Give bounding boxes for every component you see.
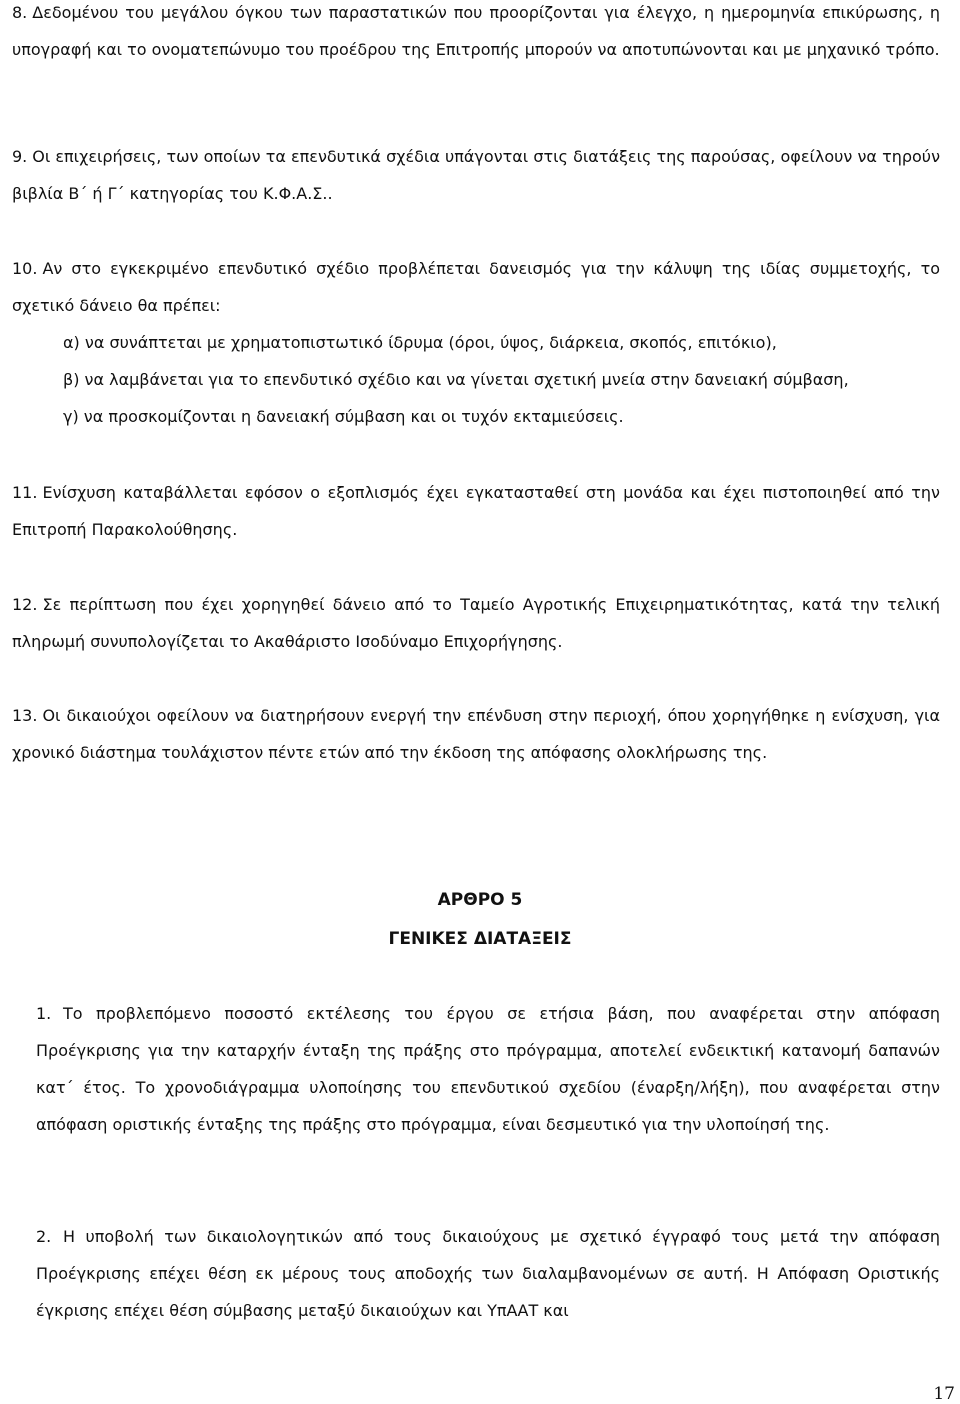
article-subtitle	[0, 929, 960, 949]
subpoint-b: β) να λαμβάνεται για το επενδυτικό σχέδιο και να γίνεται σχετική μνεία στην δανειακή σύμβαση,	[63, 370, 849, 389]
paragraph-13	[12, 697, 940, 771]
paragraph-text: Οι επιχειρήσεις, των οποίων τα επενδυτικά σχέδια υπάγονται στις διατάξεις της παρούσας, οφείλουν να τηρούν βιβλία Β΄ ή Γ΄ κατηγορίας του Κ.Φ.Α.Σ..	[12, 147, 940, 203]
paragraph-number: 10.	[12, 259, 38, 278]
paragraph-number: 13.	[12, 706, 38, 725]
paragraph-number: 12.	[12, 595, 38, 614]
paragraph-9	[12, 138, 940, 212]
paragraph-number: 11.	[12, 483, 38, 502]
paragraph-8	[12, 0, 940, 68]
paragraph-text: Η υποβολή των δικαιολογητικών από τους δικαιούχους με σχετικό έγγραφό τους μετά την απόφαση Προέγκρισης επέχει θέση εκ μέρους τους αποδοχής των διαλαμβανομένων σε αυτή. Η Απόφαση Οριστικής έγκρισης επέχει θέση σύμβασης μεταξύ δικαιούχων και ΥπΑΑΤ και	[36, 1227, 940, 1320]
article-title: ΑΡΘΡΟ 5	[437, 890, 523, 910]
paragraph-text: Δεδομένου του μεγάλου όγκου των παραστατικών που προορίζονται για έλεγχο, η ημερομηνία επικύρωσης, η υπογραφή και το ονοματεπώνυμο του προέδρου της Επιτροπής μπορούν να αποτυπώνονται και με μηχανικό τρόπο.	[12, 3, 940, 59]
subpoint-c: γ) να προσκομίζονται η δανειακή σύμβαση και οι τυχόν εκταμιεύσεις.	[63, 407, 624, 426]
paragraph-text: Οι δικαιούχοι οφείλουν να διατηρήσουν ενεργή την επένδυση στην περιοχή, όπου χορηγήθηκε η ενίσχυση, για χρονικό διάστημα τουλάχιστον πέντε ετών από την έκδοση της απόφασης ολοκλήρωσης της.	[12, 706, 940, 762]
article-subtitle-text: ΓΕΝΙΚΕΣ ΔΙΑΤΑΞΕΙΣ	[388, 929, 572, 949]
paragraph-text: Το προβλεπόμενο ποσοστό εκτέλεσης του έργου σε ετήσια βάση, που αναφέρεται στην απόφαση Προέγκρισης για την καταρχήν ένταξη της πράξης στο πρόγραμμα, αποτελεί ενδεικτική κατανομή δαπανών κατ΄ έτος. Το χρονοδιάγραμμα υλοποίησης του επενδυτικού σχεδίου (έναρξη/λήξη), που αναφέρεται στην απόφαση οριστικής ένταξης της πράξης στο πρόγραμμα, είναι δεσμευτικό για την υλοποίησή της.	[36, 1004, 940, 1134]
paragraph-text: Σε περίπτωση που έχει χορηγηθεί δάνειο από το Ταμείο Αγροτικής Επιχειρηματικότητας, κατά την τελική πληρωμή συνυπολογίζεται το Ακαθάριστο Ισοδύναμο Επιχορήγησης.	[12, 595, 940, 651]
paragraph-number: 8.	[12, 3, 28, 22]
paragraph-10	[12, 250, 940, 435]
article-paragraph-2	[36, 1218, 940, 1329]
page-number: 17	[933, 1384, 955, 1404]
paragraph-number: 2.	[36, 1227, 52, 1246]
article-paragraph-1	[36, 995, 940, 1143]
subpoint-a: α) να συνάπτεται με χρηματοπιστωτικό ίδρυμα (όροι, ύψος, διάρκεια, σκοπός, επιτόκιο),	[63, 333, 777, 352]
paragraph-text: Αν στο εγκεκριμένο επενδυτικό σχέδιο προβλέπεται δανεισμός για την κάλυψη της ιδίας συμμετοχής, το σχετικό δάνειο θα πρέπει:	[12, 259, 940, 315]
paragraph-11	[12, 474, 940, 548]
paragraph-number: 1.	[36, 1004, 52, 1023]
paragraph-12	[12, 586, 940, 660]
paragraph-number: 9.	[12, 147, 28, 166]
paragraph-text: Ενίσχυση καταβάλλεται εφόσον ο εξοπλισμός έχει εγκατασταθεί στη μονάδα και έχει πιστοποιηθεί από την Επιτροπή Παρακολούθησης.	[12, 483, 940, 539]
